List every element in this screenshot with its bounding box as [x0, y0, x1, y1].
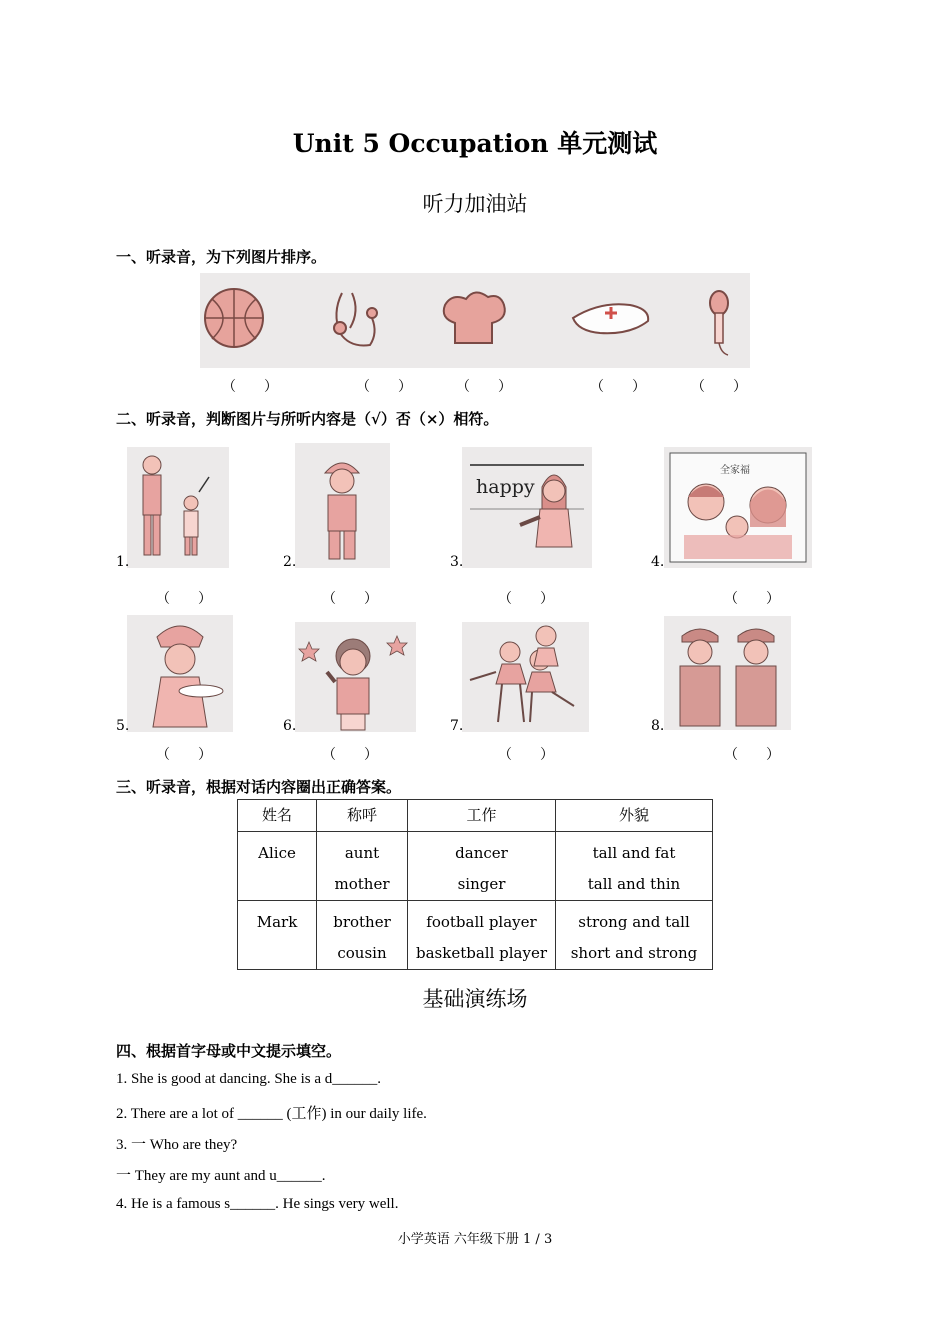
q2-answer-paren-3[interactable]: （ ） [498, 591, 554, 607]
page-title: Unit 5 Occupation 单元测试 [292, 129, 658, 158]
q2-answer-paren-2[interactable]: （ ） [322, 591, 378, 607]
q2-number-4: 4. [651, 554, 665, 570]
q1-picture-strip [200, 273, 750, 368]
q4-heading: 四、根据首字母或中文提示填空。 [116, 1042, 342, 1060]
q3-table [237, 799, 713, 970]
q2-number-7: 7. [450, 718, 464, 734]
section-heading-listening: 听力加油站 [422, 192, 528, 216]
option-dancer[interactable]: dancer [455, 844, 508, 862]
q4-item-3-question: 3. 一 Who are they? [116, 1137, 238, 1153]
chef-hat-icon [444, 292, 505, 343]
q2-number-2: 2. [283, 554, 297, 570]
q2-number-5: 5. [116, 718, 130, 734]
option-mother[interactable]: mother [334, 875, 390, 893]
q2-picture-3 [462, 447, 592, 568]
q2-picture-1 [127, 447, 229, 568]
q2-number-1: 1. [116, 554, 130, 570]
cell-relation [317, 832, 408, 901]
q2-answer-paren-6[interactable]: （ ） [322, 747, 378, 763]
table-header-row [238, 800, 713, 832]
q2-number-6: 6. [283, 718, 297, 734]
q2-answer-paren-5[interactable]: （ ） [156, 747, 212, 763]
header-appearance: 外貌 [556, 800, 713, 832]
cell-appearance [556, 901, 713, 970]
stethoscope-icon [334, 293, 377, 346]
q2-answer-paren-4[interactable]: （ ） [724, 591, 780, 607]
header-name: 姓名 [238, 800, 317, 832]
q2-number-8: 8. [651, 718, 665, 734]
q2-picture-7 [462, 622, 589, 732]
section-heading-basic: 基础演练场 [422, 987, 528, 1011]
q2-picture-8 [664, 616, 791, 730]
option-tall-and-thin[interactable]: tall and thin [587, 875, 681, 893]
option-singer[interactable]: singer [457, 875, 506, 893]
basketball-icon [205, 289, 263, 347]
q4-item-3-answer[interactable]: 一 They are my aunt and u______. [116, 1168, 326, 1184]
option-short-and-strong[interactable]: short and strong [570, 944, 698, 962]
option-brother[interactable]: brother [333, 913, 391, 931]
table-row [238, 832, 713, 901]
q2-answer-paren-1[interactable]: （ ） [156, 591, 212, 607]
q1-answer-paren-2[interactable]: （ ） [356, 379, 412, 395]
q2-number-3: 3. [450, 554, 464, 570]
header-relation: 称呼 [317, 800, 408, 832]
q4-item-2[interactable]: 2. There are a lot of ______ (工作) in our daily life. [116, 1106, 427, 1122]
q2-pic4-label: 全家福 [720, 465, 750, 476]
q1-answer-paren-4[interactable]: （ ） [590, 379, 646, 395]
cell-job [408, 901, 556, 970]
table-row [238, 901, 713, 970]
q1-answer-paren-5[interactable]: （ ） [691, 379, 747, 395]
q2-picture-2 [295, 443, 390, 568]
q2-answer-paren-8[interactable]: （ ） [724, 747, 780, 763]
option-tall-and-fat[interactable]: tall and fat [592, 844, 676, 862]
q2-picture-5 [127, 615, 233, 732]
option-basketball-player[interactable]: basketball player [415, 944, 547, 962]
option-strong-and-tall[interactable]: strong and tall [578, 913, 690, 931]
cell-job [408, 832, 556, 901]
q2-heading: 二、听录音，判断图片与所听内容是（√）否（×）相符。 [116, 410, 499, 428]
name-mark: Mark [256, 913, 298, 931]
header-job: 工作 [408, 800, 556, 832]
nurse-cap-icon [573, 304, 648, 333]
q3-heading: 三、听录音，根据对话内容圈出正确答案。 [116, 778, 402, 796]
option-aunt[interactable]: aunt [344, 844, 380, 862]
q2-answer-paren-7[interactable]: （ ） [498, 747, 554, 763]
cell-relation [317, 901, 408, 970]
q4-item-1[interactable]: 1. She is good at dancing. She is a d______. [116, 1071, 381, 1087]
option-football-player[interactable]: football player [426, 913, 537, 931]
q2-picture-4 [664, 447, 812, 568]
q1-answer-paren-3[interactable]: （ ） [456, 379, 512, 395]
option-cousin[interactable]: cousin [337, 944, 387, 962]
name-alice: Alice [258, 844, 296, 862]
page-footer: 小学英语 六年级下册 1 / 3 [397, 1232, 553, 1247]
q2-pic3-word: happy [476, 476, 535, 498]
q2-picture-6 [295, 622, 416, 732]
cell-name [238, 832, 317, 901]
q1-heading: 一、听录音，为下列图片排序。 [116, 248, 327, 266]
q1-answer-paren-1[interactable]: （ ） [222, 379, 278, 395]
cell-name [238, 901, 317, 970]
cell-appearance [556, 832, 713, 901]
microphone-icon [710, 291, 728, 355]
q4-item-4[interactable]: 4. He is a famous s______. He sings very well. [116, 1196, 399, 1212]
